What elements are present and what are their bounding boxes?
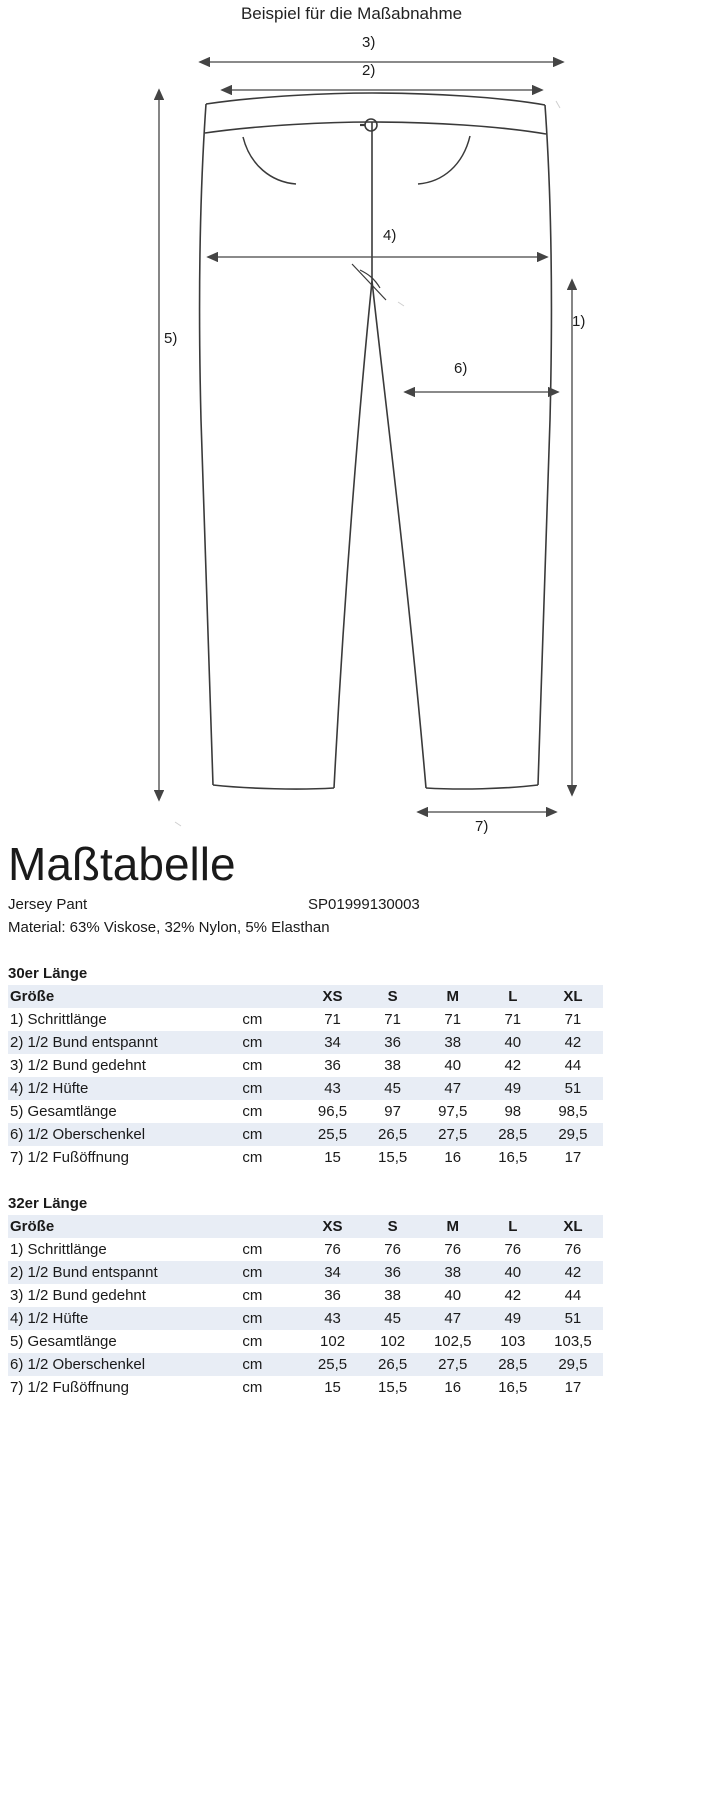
table-header-row xyxy=(8,1215,603,1238)
block-title-32: 32er Länge xyxy=(8,1195,88,1213)
table-row: 5) Gesamtlänge cm 96,5 97 97,5 98 98,5 xyxy=(10,1103,588,1121)
table-row: 4) 1/2 Hüfte cm 43 45 47 49 51 xyxy=(8,1307,603,1330)
header-size-label: Größe xyxy=(8,1215,242,1238)
table-row: 6) 1/2 Oberschenkel cm 25,5 26,5 27,5 28,5 29,5 xyxy=(8,1123,603,1146)
dim-label-3: 3) xyxy=(362,34,376,51)
header-size-xl: XL xyxy=(543,985,603,1008)
dim-label-7: 7) xyxy=(475,818,489,835)
material-line: Material: 63% Viskose, 32% Nylon, 5% Elasthan xyxy=(8,918,330,936)
product-name: Jersey Pant xyxy=(8,896,88,914)
header-size-label: Größe xyxy=(8,985,242,1008)
size-table-32 xyxy=(8,1215,603,1399)
diagram-title: Beispiel für die Maßabnahme xyxy=(240,4,463,23)
dim-label-1: 1) xyxy=(572,313,586,330)
header-size-xl: XL xyxy=(543,1215,603,1238)
table-row: 6) 1/2 Oberschenkel cm 25,5 26,5 27,5 28,5 29,5 xyxy=(8,1353,603,1376)
trousers-technical-drawing xyxy=(0,0,703,848)
header-size-s: S xyxy=(363,985,423,1008)
dim-label-5: 5) xyxy=(164,330,178,347)
table-row: 7) 1/2 Fußöffnung cm 15 15,5 16 16,5 17 xyxy=(10,1149,582,1167)
size-table-area xyxy=(0,840,703,1399)
size-block-30 xyxy=(8,965,603,1169)
header-size-l: L xyxy=(483,1215,543,1238)
table-row: 3) 1/2 Bund gedehnt cm 36 38 40 42 44 xyxy=(10,1287,582,1305)
product-meta xyxy=(8,894,703,939)
article-number: SP01999130003 xyxy=(308,896,420,914)
header-size-s: S xyxy=(363,1215,423,1238)
table-row: 4) 1/2 Hüfte cm 43 45 47 49 51 xyxy=(8,1077,603,1100)
header-size-m: M xyxy=(423,985,483,1008)
header-size-l: L xyxy=(483,985,543,1008)
header-size-m: M xyxy=(423,1215,483,1238)
header-unit xyxy=(242,1215,302,1238)
dim-label-6: 6) xyxy=(454,360,468,377)
header-unit xyxy=(242,985,302,1008)
header-size-xs: XS xyxy=(302,985,362,1008)
table-row: 2) 1/2 Bund entspannt cm 34 36 38 40 42 xyxy=(8,1261,603,1284)
table-row: 3) 1/2 Bund gedehnt cm 36 38 40 42 44 xyxy=(10,1057,582,1075)
table-row: 1) Schrittlänge cm 76 76 76 76 76 xyxy=(10,1241,582,1259)
table-row: 1) Schrittlänge cm 71 71 71 71 71 xyxy=(10,1011,582,1029)
table-row: 5) Gesamtlänge cm 102 102 102,5 103 103,5 xyxy=(10,1333,592,1351)
page-title: Maßtabelle xyxy=(8,838,236,890)
measurement-diagram xyxy=(0,0,703,848)
size-block-32 xyxy=(8,1195,603,1399)
table-row: 2) 1/2 Bund entspannt cm 34 36 38 40 42 xyxy=(8,1031,603,1054)
table-header-row xyxy=(8,985,603,1008)
block-title-30: 30er Länge xyxy=(8,965,88,983)
table-row: 7) 1/2 Fußöffnung cm 15 15,5 16 16,5 17 xyxy=(10,1379,582,1397)
dim-label-2: 2) xyxy=(362,62,376,79)
waist-button xyxy=(360,119,377,131)
header-size-xs: XS xyxy=(302,1215,362,1238)
dim-label-4: 4) xyxy=(383,227,397,244)
size-table-30 xyxy=(8,985,603,1169)
